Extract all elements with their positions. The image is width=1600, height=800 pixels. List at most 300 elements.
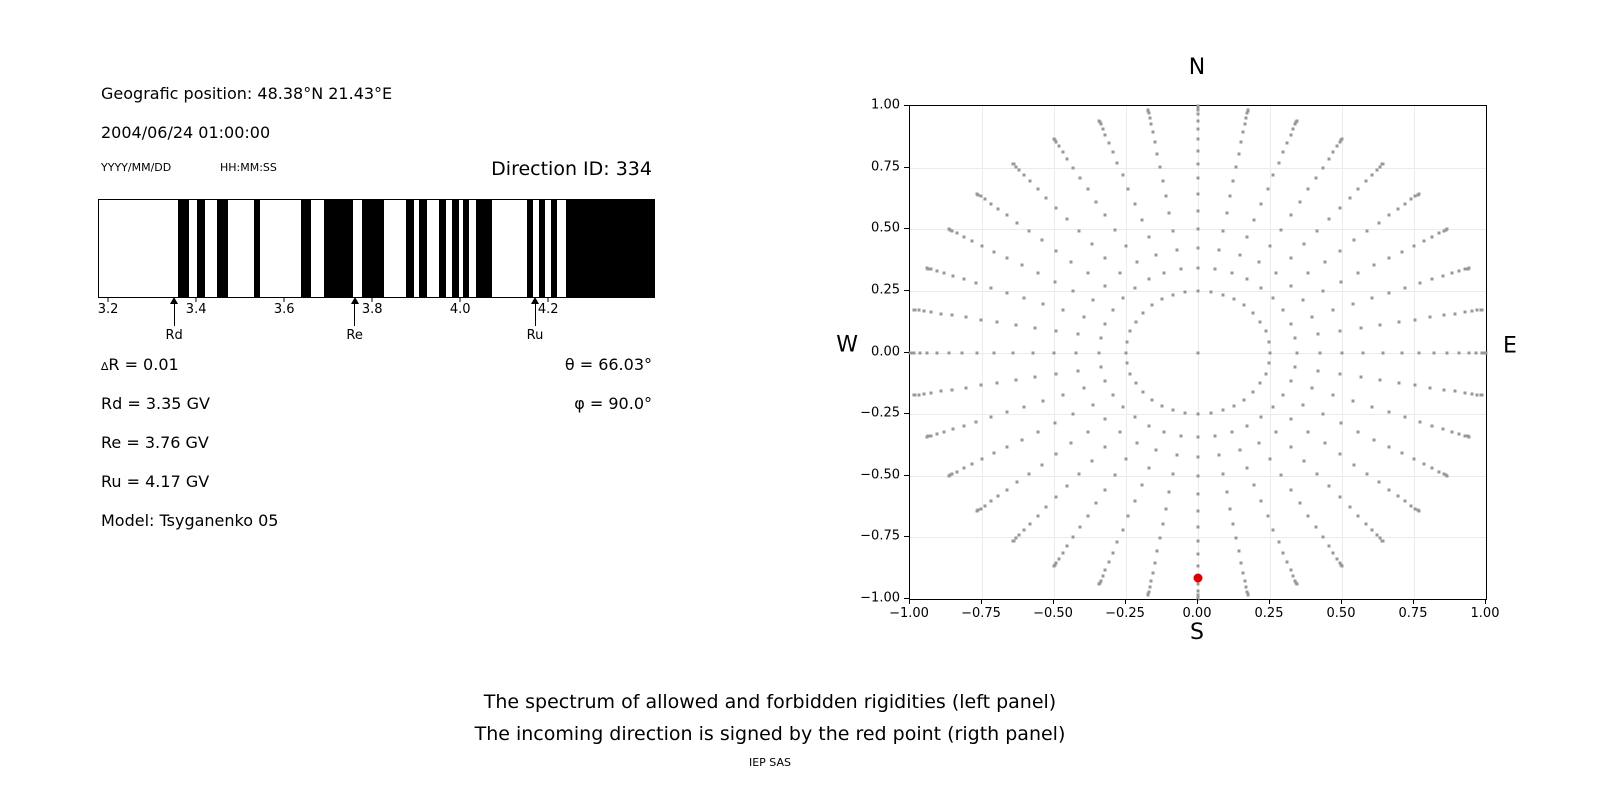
direction-dot — [1286, 561, 1289, 564]
direction-dot — [1233, 298, 1236, 301]
forbidden-band — [566, 200, 654, 297]
direction-dot — [942, 430, 945, 433]
x-tick-mark — [909, 599, 910, 604]
direction-dot — [1134, 382, 1137, 385]
direction-dot — [1225, 490, 1228, 493]
direction-dot — [1388, 488, 1391, 491]
direction-dot — [1338, 249, 1341, 252]
direction-dot — [1414, 318, 1417, 321]
direction-dot — [1340, 422, 1343, 425]
x-tick-label: 0.25 — [1254, 606, 1284, 621]
direction-dot — [1209, 290, 1212, 293]
x-tick-label: 0.75 — [1398, 606, 1428, 621]
direction-dot — [1418, 282, 1421, 285]
direction-dot — [1332, 309, 1335, 312]
direction-dot — [1295, 119, 1298, 122]
direction-dot — [935, 432, 938, 435]
direction-dot — [1061, 393, 1064, 396]
direction-dot — [1321, 413, 1324, 416]
direction-dot — [1396, 495, 1399, 498]
direction-dot — [1303, 459, 1306, 462]
x-tick-label: −0.75 — [961, 606, 1001, 621]
direction-dot — [1197, 128, 1200, 131]
direction-dot — [1027, 472, 1030, 475]
direction-dot — [1246, 424, 1249, 427]
direction-dot — [1269, 244, 1272, 247]
direction-dot — [1311, 387, 1314, 390]
direction-dot — [1414, 384, 1417, 387]
direction-dot — [1156, 550, 1159, 553]
direction-dot — [1458, 432, 1461, 435]
y-tick-mark — [904, 598, 909, 599]
model-text: Model: Tsyganenko 05 — [101, 511, 279, 530]
direction-dot — [1036, 187, 1039, 190]
phi-value-text: φ = 90.0° — [574, 394, 652, 413]
direction-id-text: Direction ID: 334 — [491, 158, 652, 180]
direction-dot — [970, 463, 973, 466]
direction-dot — [1172, 293, 1175, 296]
direction-dot — [1066, 217, 1069, 220]
direction-dot — [1197, 553, 1200, 556]
direction-dot — [1379, 379, 1382, 382]
direction-dot — [1014, 379, 1017, 382]
direction-dot — [1357, 430, 1360, 433]
x-tick-mark — [1269, 599, 1270, 604]
direction-dot — [1417, 351, 1420, 354]
forbidden-band — [551, 200, 557, 297]
direction-dot — [1160, 404, 1163, 407]
direction-dot — [1114, 473, 1117, 476]
direction-dot — [1238, 253, 1241, 256]
direction-dot — [1311, 315, 1314, 318]
direction-dot — [1134, 320, 1137, 323]
x-tick-mark — [1053, 599, 1054, 604]
direction-dot — [1197, 474, 1200, 477]
direction-dot — [961, 351, 964, 354]
direction-dot — [1353, 239, 1356, 242]
direction-dot — [1277, 161, 1280, 164]
direction-dot — [1197, 177, 1200, 180]
direction-dot — [1222, 472, 1225, 475]
cutoff-arrow-shaft — [354, 303, 355, 326]
direction-dot — [1338, 453, 1341, 456]
direction-dot — [1388, 411, 1391, 414]
direction-dot — [1041, 399, 1044, 402]
direction-dot — [1168, 490, 1171, 493]
direction-dot — [1005, 214, 1008, 217]
y-tick-label: 0.75 — [871, 159, 900, 175]
direction-dot — [1359, 326, 1362, 329]
direction-dot — [1053, 351, 1056, 354]
direction-dot — [923, 310, 926, 313]
direction-dot — [1018, 533, 1021, 536]
direction-dot — [1136, 261, 1139, 264]
delta-r-text — [101, 355, 179, 376]
direction-dot — [1005, 445, 1008, 448]
direction-dot — [1099, 366, 1102, 369]
forbidden-band — [254, 200, 260, 297]
direction-dot — [1155, 449, 1158, 452]
y-tick-mark — [904, 475, 909, 476]
direction-dot — [1099, 123, 1102, 126]
x-tick-mark — [981, 599, 982, 604]
direction-dot — [1316, 333, 1319, 336]
direction-dot — [962, 424, 965, 427]
direction-dot — [930, 311, 933, 314]
direction-dot — [1061, 309, 1064, 312]
direction-dot — [1257, 261, 1260, 264]
direction-dot — [1289, 445, 1292, 448]
direction-dot — [1307, 272, 1310, 275]
direction-dot — [1218, 248, 1221, 251]
direction-dot — [951, 230, 954, 233]
direction-dot — [989, 500, 992, 503]
direction-dot — [1147, 235, 1150, 238]
direction-dot — [1321, 166, 1324, 169]
direction-dot — [983, 504, 986, 507]
direction-dot — [1404, 202, 1407, 205]
direction-dot — [1268, 362, 1271, 365]
direction-dot — [1437, 232, 1440, 235]
direction-dot — [1175, 248, 1178, 251]
direction-dot — [1184, 412, 1187, 415]
direction-plot — [909, 105, 1487, 600]
direction-dot — [1053, 422, 1056, 425]
direction-dot — [1031, 351, 1034, 354]
direction-dot — [1077, 333, 1080, 336]
direction-dot — [1327, 158, 1330, 161]
direction-dot — [1029, 180, 1032, 183]
direction-dot — [1011, 162, 1014, 165]
direction-dot — [1307, 515, 1310, 518]
direction-dot — [1340, 280, 1343, 283]
direction-dot — [962, 467, 965, 470]
direction-dot — [1072, 166, 1075, 169]
direction-dot — [1272, 405, 1275, 408]
direction-dot — [1091, 299, 1094, 302]
direction-dot — [1404, 416, 1407, 419]
direction-dot — [1118, 431, 1121, 434]
direction-dot — [1172, 409, 1175, 412]
rigidity-tick-label: 4.2 — [537, 302, 559, 317]
x-tick-label: 0.50 — [1326, 606, 1356, 621]
direction-dot — [975, 420, 978, 423]
direction-dot — [1034, 376, 1037, 379]
direction-dot — [1437, 470, 1440, 473]
direction-dot — [1197, 455, 1200, 458]
direction-dot — [1072, 289, 1075, 292]
direction-dot — [1458, 351, 1461, 354]
direction-dot — [997, 495, 1000, 498]
direction-dot — [1125, 362, 1128, 365]
forbidden-band — [324, 200, 353, 297]
direction-dot — [1377, 221, 1380, 224]
direction-dot — [1338, 330, 1341, 333]
direction-dot — [1253, 484, 1256, 487]
direction-dot — [1375, 533, 1378, 536]
direction-dot — [1151, 131, 1154, 134]
direction-dot — [1480, 394, 1483, 397]
direction-dot — [1121, 528, 1124, 531]
direction-dot — [1153, 141, 1156, 144]
direction-dot — [997, 207, 1000, 210]
direction-dot — [1090, 243, 1093, 246]
direction-dot — [951, 314, 954, 317]
direction-dot — [1292, 127, 1295, 130]
direction-dot — [1197, 589, 1200, 592]
gridline-horizontal — [910, 168, 1486, 169]
direction-dot — [1016, 221, 1019, 224]
direction-dot — [1111, 309, 1114, 312]
direction-dot — [1168, 212, 1171, 215]
direction-dot — [1121, 297, 1124, 300]
direction-dot — [1442, 388, 1445, 391]
direction-dot — [1451, 430, 1454, 433]
direction-dot — [1277, 541, 1280, 544]
direction-dot — [1373, 438, 1376, 441]
direction-dot — [1279, 473, 1282, 476]
direction-dot — [1243, 123, 1246, 126]
direction-dot — [1294, 366, 1297, 369]
forbidden-band — [539, 200, 545, 297]
forbidden-band — [406, 200, 414, 297]
direction-dot — [1316, 369, 1319, 372]
direction-dot — [1156, 152, 1159, 155]
direction-dot — [1315, 230, 1318, 233]
x-tick-mark — [1125, 599, 1126, 604]
direction-dot — [1442, 427, 1445, 430]
direction-dot — [1095, 502, 1098, 505]
direction-dot — [1147, 424, 1150, 427]
direction-dot — [996, 381, 999, 384]
re-value-text: Re = 3.76 GV — [101, 433, 209, 452]
direction-dot — [1260, 286, 1263, 289]
direction-dot — [1327, 485, 1330, 488]
direction-dot — [1264, 372, 1267, 375]
direction-dot — [1197, 105, 1200, 108]
direction-dot — [1099, 336, 1102, 339]
y-tick-label: 0.25 — [871, 282, 900, 298]
direction-dot — [1107, 141, 1110, 144]
direction-dot — [1034, 326, 1037, 329]
direction-dot — [1336, 557, 1339, 560]
direction-dot — [1275, 271, 1278, 274]
direction-dot — [1315, 472, 1318, 475]
cutoff-arrow-shaft — [174, 303, 175, 326]
direction-dot — [1101, 575, 1104, 578]
direction-dot — [1163, 272, 1166, 275]
direction-dot — [1125, 244, 1128, 247]
direction-dot — [1104, 445, 1107, 448]
figure-caption — [0, 686, 1540, 769]
direction-dot — [1148, 117, 1151, 120]
direction-dot — [1379, 323, 1382, 326]
direction-dot — [1243, 304, 1246, 307]
direction-dot — [1082, 387, 1085, 390]
direction-dot — [1432, 351, 1435, 354]
direction-dot — [1197, 413, 1200, 416]
compass-south-label: S — [1190, 620, 1204, 645]
direction-dot — [1332, 552, 1335, 555]
y-tick-label: 1.00 — [871, 97, 900, 113]
direction-dot — [1480, 308, 1483, 311]
direction-dot — [1235, 537, 1238, 540]
direction-dot — [1268, 340, 1271, 343]
x-tick-mark — [1341, 599, 1342, 604]
direction-dot — [1197, 564, 1200, 567]
direction-dot — [1246, 278, 1249, 281]
direction-dot — [1098, 351, 1101, 354]
direction-dot — [1295, 351, 1298, 354]
direction-dot — [1020, 438, 1023, 441]
direction-dot — [1070, 260, 1073, 263]
direction-dot — [1104, 569, 1107, 572]
direction-dot — [1463, 391, 1466, 394]
direction-dot — [1005, 411, 1008, 414]
direction-dot — [1429, 386, 1432, 389]
direction-dot — [1197, 509, 1200, 512]
direction-dot — [1045, 506, 1048, 509]
x-tick-label: −0.25 — [1105, 606, 1145, 621]
date-format-label: YYYY/MM/DD — [101, 161, 172, 174]
direction-dot — [1467, 435, 1470, 438]
direction-dot — [1125, 458, 1128, 461]
direction-dot — [1272, 297, 1275, 300]
direction-dot — [1289, 380, 1292, 383]
direction-dot — [1214, 268, 1217, 271]
direction-dot — [1467, 267, 1470, 270]
direction-dot — [1451, 272, 1454, 275]
direction-dot — [1314, 526, 1317, 529]
direction-dot — [1286, 141, 1289, 144]
direction-dot — [1275, 431, 1278, 434]
direction-dot — [1352, 303, 1355, 306]
y-tick-mark — [904, 413, 909, 414]
direction-dot — [1086, 272, 1089, 275]
direction-dot — [1289, 569, 1292, 572]
direction-dot — [1027, 230, 1030, 233]
direction-dot — [1292, 575, 1295, 578]
y-tick-label: 0.50 — [871, 220, 900, 236]
direction-dot — [1040, 239, 1043, 242]
direction-dot — [992, 452, 995, 455]
x-tick-label: −1.00 — [889, 606, 929, 621]
direction-dot — [1103, 284, 1106, 287]
direction-dot — [1260, 416, 1263, 419]
direction-dot — [1055, 372, 1058, 375]
direction-dot — [1454, 390, 1457, 393]
direction-dot — [930, 268, 933, 271]
direction-dot — [1446, 351, 1449, 354]
direction-dot — [1121, 405, 1124, 408]
direction-dot — [1124, 351, 1127, 354]
direction-dot — [1303, 243, 1306, 246]
direction-dot — [1253, 218, 1256, 221]
direction-dot — [1321, 536, 1324, 539]
delta-symbol: ∆ — [101, 360, 109, 373]
direction-dot — [1401, 250, 1404, 253]
direction-dot — [939, 312, 942, 315]
direction-dot — [1179, 434, 1182, 437]
direction-dot — [1104, 133, 1107, 136]
direction-dot — [1153, 561, 1156, 564]
direction-dot — [1197, 193, 1200, 196]
direction-dot — [1298, 200, 1301, 203]
direction-dot — [1221, 293, 1224, 296]
direction-dot — [1197, 583, 1200, 586]
y-tick-label: 0.00 — [871, 344, 900, 359]
direction-dot — [1121, 174, 1124, 177]
rigidity-tick-label: 3.2 — [97, 302, 119, 317]
direction-dot — [1053, 564, 1056, 567]
direction-dot — [1410, 504, 1413, 507]
direction-dot — [964, 386, 967, 389]
direction-dot — [1373, 264, 1376, 267]
forbidden-band — [197, 200, 205, 297]
direction-dot — [1266, 187, 1269, 190]
direction-dot — [947, 351, 950, 354]
x-tick-label: −0.50 — [1033, 606, 1073, 621]
direction-dot — [1158, 537, 1161, 540]
direction-dot — [1055, 249, 1058, 252]
direction-dot — [1055, 206, 1058, 209]
direction-dot — [1066, 158, 1069, 161]
direction-dot — [1485, 351, 1488, 354]
direction-dot — [1442, 275, 1445, 278]
direction-dot — [1197, 119, 1200, 122]
direction-dot — [1111, 552, 1114, 555]
direction-dot — [1150, 123, 1153, 126]
direction-dot — [1423, 463, 1426, 466]
direction-dot — [1366, 230, 1369, 233]
direction-dot — [1336, 145, 1339, 148]
direction-dot — [1057, 145, 1060, 148]
y-tick-label: −0.75 — [860, 528, 900, 544]
direction-dot — [970, 239, 973, 242]
direction-dot — [1235, 165, 1238, 168]
direction-dot — [1282, 393, 1285, 396]
direction-dot — [1246, 235, 1249, 238]
direction-dot — [962, 278, 965, 281]
direction-dot — [1470, 392, 1473, 395]
direction-dot — [1364, 180, 1367, 183]
direction-dot — [1418, 420, 1421, 423]
direction-dot — [1179, 268, 1182, 271]
direction-dot — [1072, 413, 1075, 416]
direction-dot — [1171, 472, 1174, 475]
direction-dot — [1164, 507, 1167, 510]
direction-dot — [1036, 272, 1039, 275]
forbidden-band — [476, 200, 492, 297]
rigidity-axis — [98, 297, 653, 347]
direction-dot — [1294, 123, 1297, 126]
direction-dot — [1370, 405, 1373, 408]
direction-dot — [917, 309, 920, 312]
direction-dot — [947, 228, 950, 231]
direction-dot — [1321, 289, 1324, 292]
direction-dot — [1104, 214, 1107, 217]
direction-dot — [1230, 272, 1233, 275]
direction-dot — [951, 388, 954, 391]
direction-dot — [1045, 196, 1048, 199]
direction-dot — [1151, 571, 1154, 574]
direction-dot — [1229, 507, 1232, 510]
direction-dot — [1243, 398, 1246, 401]
direction-dot — [1160, 298, 1163, 301]
direction-dot — [1410, 198, 1413, 201]
direction-dot — [1155, 253, 1158, 256]
y-tick-mark — [904, 228, 909, 229]
